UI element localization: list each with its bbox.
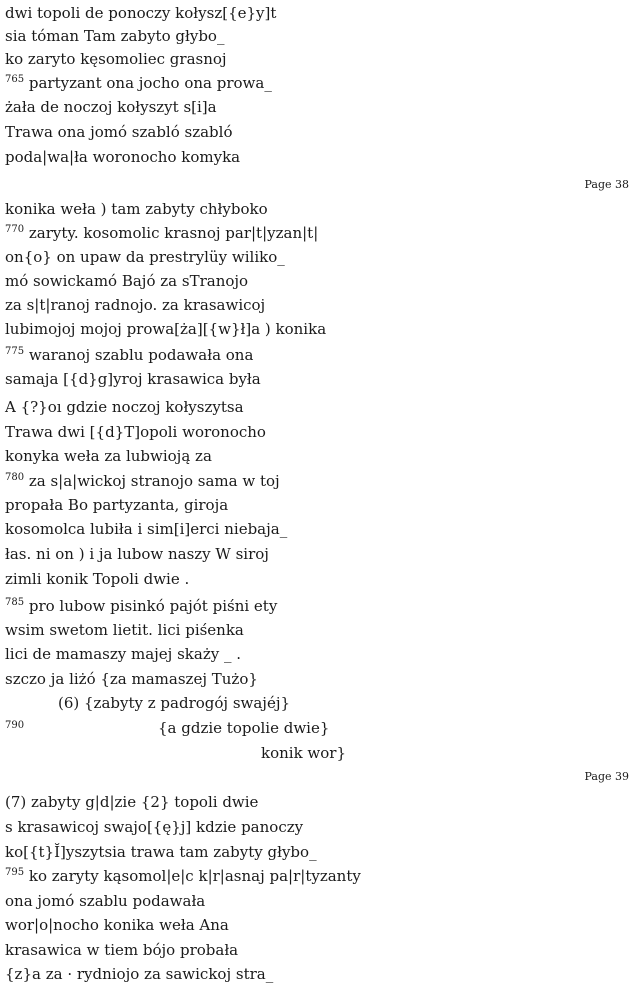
text-line: Trawa dwi [{d}T]opoli woronocho	[5, 423, 266, 441]
page-label: Page 38	[584, 178, 629, 191]
text-line: konika weła ) tam zabyty chłyboko	[5, 200, 268, 218]
line-text: partyzant ona jocho ona prowa_	[24, 74, 272, 92]
line-number: 780	[5, 472, 25, 483]
text-line: konik wor}	[261, 744, 347, 762]
text-line: lici de mamaszy majej skaży _ .	[5, 645, 242, 663]
text-line	[5, 346, 253, 364]
text-line: ko zaryto kęsomoliec grasnoj	[5, 50, 227, 68]
text-line: mó sowickamó Bajó za sTranojo	[5, 272, 249, 290]
text-line: Trawa ona jomó szabló szabló	[5, 123, 233, 141]
text-line: ona jomó szablu podawała	[5, 892, 206, 910]
text-line	[5, 74, 272, 92]
text-line: samaja [{d}g]yroj krasawica była	[5, 370, 261, 388]
text-line: (6) {zabyty z padrogój swajéj}	[58, 694, 291, 712]
line-number: 795	[5, 867, 25, 878]
page-label: Page 39	[584, 770, 629, 783]
text-line: sia tóman Tam zabyto głybo_	[5, 27, 225, 45]
text-line	[5, 867, 361, 885]
line-number: 770	[5, 224, 25, 235]
text-line	[5, 720, 24, 738]
line-number: 765	[5, 74, 25, 85]
text-line: wor|o|nocho konika weła Ana	[5, 916, 229, 934]
text-line: szczo ja liżó {za mamaszej Tużo}	[5, 670, 258, 688]
text-line: wsim swetom lietit. lici piśenka	[5, 621, 244, 639]
line-text: za s|a|wickoj stranojo sama w toj	[24, 472, 280, 490]
line-text: zaryty. kosomolic krasnoj par|t|yzan|t|	[24, 224, 319, 242]
text-line: s krasawicoj swajo[{ę}j] kdzie panoczy	[5, 818, 304, 836]
text-line: {a gdzie topolie dwie}	[158, 719, 330, 737]
text-line: (7) zabyty g|d|zie {2} topoli dwie	[5, 793, 259, 811]
text-line	[5, 472, 280, 490]
line-text: pro lubow pisinkó pajót piśni ety	[24, 597, 278, 615]
text-line: A {?}oı gdzie noczoj kołyszytsa	[5, 398, 244, 416]
text-line: lubimojoj mojoj prowa[ża][{w}ł]a ) konika	[5, 320, 327, 338]
text-line: kosomolca lubiła i sim[i]erci niebaja_	[5, 520, 288, 538]
line-number: 790	[5, 720, 25, 731]
text-line: za s|t|ranoj radnojo. za krasawicoj	[5, 296, 266, 314]
text-line: krasawica w tiem bójo probała	[5, 941, 239, 959]
text-line: propała Bo partyzanta, giroja	[5, 496, 229, 514]
line-number: 775	[5, 346, 25, 357]
text-line: żała de noczoj kołyszyt s[i]a	[5, 98, 217, 116]
line-text: waranoj szablu podawała ona	[24, 346, 254, 364]
text-line: ko[{t}Ĭ]yszytsia trawa tam zabyty głybo_	[5, 843, 317, 861]
line-text: ko zaryty kąsomol|e|c k|r|asnaj pa|r|tyzanty	[24, 867, 361, 885]
text-line	[5, 224, 318, 242]
text-line: dwi topoli de ponoczy kołysz[{e}y]t	[5, 4, 277, 22]
text-line: poda|wa|ła woronocho komyka	[5, 148, 241, 166]
text-line: łas. ni on ) i ja lubow naszy W siroj	[5, 545, 269, 563]
text-line: on{o} on upaw da prestrylüy wiliko_	[5, 248, 285, 266]
line-number: 785	[5, 597, 25, 608]
text-line: konyka weła za lubwioją za	[5, 447, 212, 465]
text-line: zimli konik Topoli dwie .	[5, 570, 190, 588]
text-line	[5, 597, 277, 615]
text-line: {z}a za · rydniojo za sawickoj stra_	[5, 965, 274, 983]
